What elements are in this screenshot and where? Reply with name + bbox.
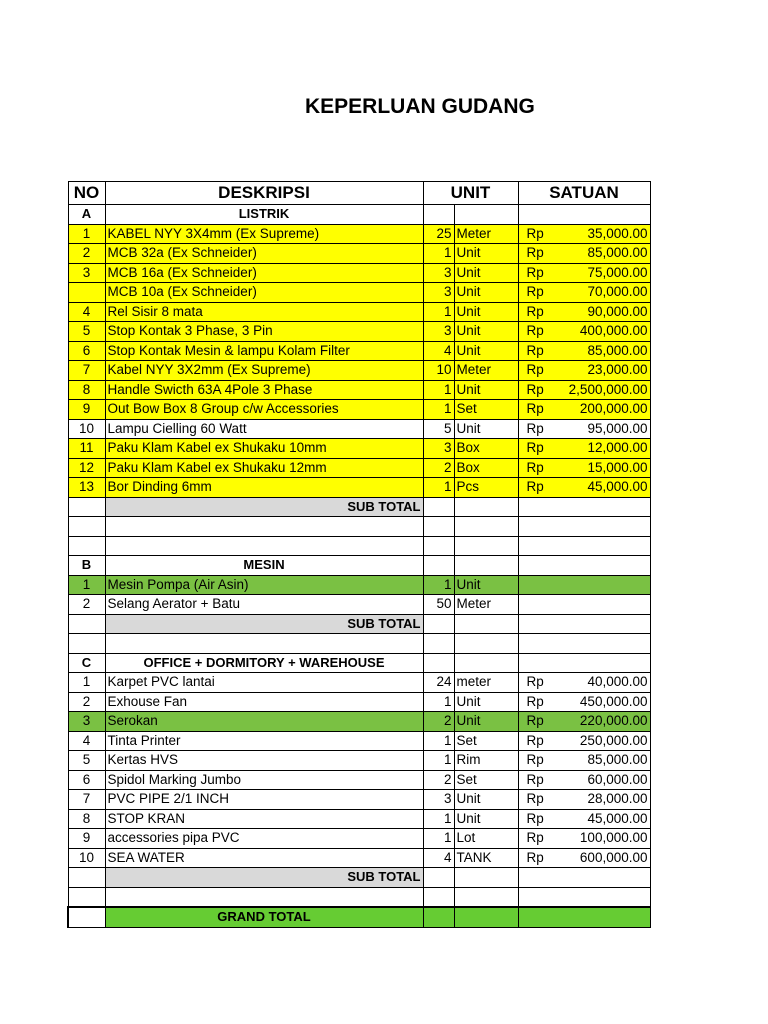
currency-label: Rp (526, 752, 544, 768)
subtotal-unit (454, 868, 518, 888)
currency-label: Rp (526, 362, 544, 378)
item-unit: Unit (454, 419, 518, 439)
table-row (68, 575, 650, 595)
empty-row (68, 536, 650, 556)
currency-label: Rp (526, 420, 544, 436)
item-no: 6 (68, 341, 105, 361)
empty-cell (68, 907, 105, 927)
subtotal-row (68, 868, 650, 888)
item-price (518, 458, 650, 478)
item-price (518, 731, 650, 751)
item-qty: 1 (423, 751, 454, 771)
item-price (518, 302, 650, 322)
item-unit: Unit (454, 380, 518, 400)
item-price (518, 595, 650, 615)
table-row (68, 263, 650, 283)
table-row (68, 712, 650, 732)
item-description: Paku Klam Kabel ex Shukaku 12mm (105, 458, 423, 478)
empty-cell (518, 653, 650, 673)
price-value: 12,000.00 (587, 440, 648, 456)
grand-total-label: GRAND TOTAL (105, 907, 423, 927)
currency-label: Rp (526, 323, 544, 339)
item-unit: Box (454, 439, 518, 459)
section-code: B (68, 556, 105, 576)
item-qty: 1 (423, 244, 454, 264)
item-no: 4 (68, 731, 105, 751)
item-price (518, 361, 650, 381)
price-value: 85,000.00 (587, 752, 648, 768)
price-value: 15,000.00 (587, 459, 648, 475)
table-row (68, 419, 650, 439)
price-value: 60,000.00 (587, 771, 648, 787)
table-row (68, 790, 650, 810)
table-row (68, 439, 650, 459)
section-code: C (68, 653, 105, 673)
grand-total-amount (518, 907, 650, 927)
item-description: accessories pipa PVC (105, 829, 423, 849)
item-unit: Unit (454, 575, 518, 595)
item-unit: Unit (454, 283, 518, 303)
item-qty: 3 (423, 263, 454, 283)
item-qty: 24 (423, 673, 454, 693)
item-price (518, 244, 650, 264)
item-price (518, 809, 650, 829)
table-row (68, 341, 650, 361)
table-row (68, 673, 650, 693)
section-name: OFFICE + DORMITORY + WAREHOUSE (105, 653, 423, 673)
currency-label: Rp (526, 674, 544, 690)
subtotal-label: SUB TOTAL (105, 868, 423, 888)
table-row (68, 692, 650, 712)
currency-label: Rp (526, 225, 544, 241)
item-qty: 1 (423, 692, 454, 712)
currency-label: Rp (526, 693, 544, 709)
empty-cell (105, 634, 423, 654)
currency-label: Rp (526, 732, 544, 748)
items-table (67, 181, 651, 928)
price-value: 40,000.00 (587, 674, 648, 690)
item-no: 5 (68, 322, 105, 342)
item-price (518, 419, 650, 439)
item-qty: 3 (423, 283, 454, 303)
empty-cell (454, 887, 518, 907)
empty-cell (68, 868, 105, 888)
table-row (68, 380, 650, 400)
currency-label: Rp (526, 401, 544, 417)
table-row (68, 770, 650, 790)
grand-total-qty (423, 907, 454, 927)
subtotal-label: SUB TOTAL (105, 614, 423, 634)
item-unit: Meter (454, 361, 518, 381)
item-description: Stop Kontak 3 Phase, 3 Pin (105, 322, 423, 342)
empty-row (68, 887, 650, 907)
item-unit: Unit (454, 302, 518, 322)
item-price (518, 439, 650, 459)
item-description: Kertas HVS (105, 751, 423, 771)
item-no: 12 (68, 458, 105, 478)
item-no: 11 (68, 439, 105, 459)
section-header-row (68, 653, 650, 673)
item-no: 4 (68, 302, 105, 322)
item-unit: Lot (454, 829, 518, 849)
item-no: 7 (68, 790, 105, 810)
empty-cell (518, 536, 650, 556)
item-qty: 1 (423, 380, 454, 400)
currency-label: Rp (526, 381, 544, 397)
empty-cell (423, 205, 454, 225)
price-value: 23,000.00 (587, 362, 648, 378)
table-row (68, 751, 650, 771)
item-price (518, 224, 650, 244)
item-price (518, 829, 650, 849)
empty-cell (68, 887, 105, 907)
empty-cell (423, 556, 454, 576)
item-price (518, 575, 650, 595)
currency-label: Rp (526, 849, 544, 865)
table-row (68, 361, 650, 381)
item-qty: 5 (423, 419, 454, 439)
empty-cell (423, 634, 454, 654)
page-title: KEPERLUAN GUDANG (305, 95, 535, 118)
price-value: 70,000.00 (587, 284, 648, 300)
table-row (68, 400, 650, 420)
item-description: Kabel NYY 3X2mm (Ex Supreme) (105, 361, 423, 381)
currency-label: Rp (526, 284, 544, 300)
price-value: 220,000.00 (579, 713, 648, 729)
price-value: 200,000.00 (579, 401, 648, 417)
item-description: Karpet PVC lantai (105, 673, 423, 693)
subtotal-row (68, 497, 650, 517)
subtotal-label: SUB TOTAL (105, 497, 423, 517)
item-qty: 4 (423, 848, 454, 868)
price-value: 45,000.00 (587, 479, 648, 495)
item-description: KABEL NYY 3X4mm (Ex Supreme) (105, 224, 423, 244)
item-no: 3 (68, 263, 105, 283)
item-price (518, 400, 650, 420)
item-description: Rel Sisir 8 mata (105, 302, 423, 322)
item-unit: Unit (454, 341, 518, 361)
section-name: LISTRIK (105, 205, 423, 225)
item-price (518, 790, 650, 810)
empty-cell (68, 536, 105, 556)
item-price (518, 673, 650, 693)
empty-cell (423, 653, 454, 673)
item-qty: 1 (423, 809, 454, 829)
item-price (518, 380, 650, 400)
item-price (518, 692, 650, 712)
item-unit: Set (454, 770, 518, 790)
item-description: MCB 32a (Ex Schneider) (105, 244, 423, 264)
price-value: 35,000.00 (587, 225, 648, 241)
item-qty: 1 (423, 478, 454, 498)
price-value: 85,000.00 (587, 245, 648, 261)
empty-cell (518, 205, 650, 225)
item-no: 8 (68, 380, 105, 400)
item-description: Serokan (105, 712, 423, 732)
item-qty: 2 (423, 712, 454, 732)
item-description: SEA WATER (105, 848, 423, 868)
empty-cell (454, 536, 518, 556)
item-qty: 50 (423, 595, 454, 615)
currency-label: Rp (526, 245, 544, 261)
item-no: 2 (68, 692, 105, 712)
item-unit: Meter (454, 224, 518, 244)
price-value: 2,500,000.00 (568, 381, 648, 397)
item-price (518, 751, 650, 771)
item-unit: Box (454, 458, 518, 478)
currency-label: Rp (526, 810, 544, 826)
grand-total-row (68, 907, 650, 927)
price-value: 45,000.00 (587, 810, 648, 826)
subtotal-unit (454, 614, 518, 634)
item-no: 1 (68, 575, 105, 595)
item-description: Handle Swicth 63A 4Pole 3 Phase (105, 380, 423, 400)
empty-cell (454, 205, 518, 225)
item-unit: Pcs (454, 478, 518, 498)
item-no: 2 (68, 244, 105, 264)
item-description: Tinta Printer (105, 731, 423, 751)
empty-cell (68, 634, 105, 654)
item-no: 6 (68, 770, 105, 790)
currency-label: Rp (526, 479, 544, 495)
item-description: Exhouse Fan (105, 692, 423, 712)
empty-cell (423, 517, 454, 537)
currency-label: Rp (526, 342, 544, 358)
price-value: 250,000.00 (579, 732, 648, 748)
table-row (68, 244, 650, 264)
empty-cell (454, 634, 518, 654)
item-unit: Unit (454, 322, 518, 342)
empty-cell (105, 536, 423, 556)
subtotal-qty (423, 868, 454, 888)
price-value: 75,000.00 (587, 264, 648, 280)
table-row (68, 224, 650, 244)
header-row (68, 182, 650, 205)
table-row (68, 731, 650, 751)
item-description: Mesin Pompa (Air Asin) (105, 575, 423, 595)
item-no: 9 (68, 400, 105, 420)
item-qty: 1 (423, 575, 454, 595)
currency-label: Rp (526, 264, 544, 280)
header-satuan: SATUAN (518, 182, 650, 205)
subtotal-amount (518, 497, 650, 517)
item-description: Selang Aerator + Batu (105, 595, 423, 615)
item-no: 3 (68, 712, 105, 732)
item-no: 1 (68, 224, 105, 244)
empty-cell (68, 497, 105, 517)
empty-cell (518, 634, 650, 654)
item-no: 1 (68, 673, 105, 693)
item-qty: 25 (423, 224, 454, 244)
table-row (68, 302, 650, 322)
item-qty: 10 (423, 361, 454, 381)
currency-label: Rp (526, 771, 544, 787)
section-code: A (68, 205, 105, 225)
item-price (518, 341, 650, 361)
item-description: Stop Kontak Mesin & lampu Kolam Filter (105, 341, 423, 361)
item-unit: Set (454, 400, 518, 420)
subtotal-amount (518, 868, 650, 888)
subtotal-amount (518, 614, 650, 634)
table-row (68, 595, 650, 615)
item-qty: 3 (423, 322, 454, 342)
item-no: 5 (68, 751, 105, 771)
empty-cell (105, 517, 423, 537)
item-unit: TANK (454, 848, 518, 868)
item-no: 8 (68, 809, 105, 829)
currency-label: Rp (526, 440, 544, 456)
grand-total-unit (454, 907, 518, 927)
table-row (68, 283, 650, 303)
price-value: 100,000.00 (579, 830, 648, 846)
empty-cell (423, 536, 454, 556)
item-qty: 4 (423, 341, 454, 361)
table-row (68, 848, 650, 868)
price-value: 95,000.00 (587, 420, 648, 436)
currency-label: Rp (526, 303, 544, 319)
header-unit: UNIT (423, 182, 518, 205)
item-description: PVC PIPE 2/1 INCH (105, 790, 423, 810)
empty-cell (423, 887, 454, 907)
item-unit: Unit (454, 244, 518, 264)
price-value: 90,000.00 (587, 303, 648, 319)
item-price (518, 712, 650, 732)
price-value: 600,000.00 (579, 849, 648, 865)
item-unit: Unit (454, 712, 518, 732)
item-qty: 1 (423, 731, 454, 751)
subtotal-unit (454, 497, 518, 517)
table-row (68, 809, 650, 829)
item-unit: Unit (454, 263, 518, 283)
empty-cell (518, 556, 650, 576)
empty-row (68, 517, 650, 537)
empty-cell (454, 517, 518, 537)
empty-cell (518, 517, 650, 537)
item-qty: 3 (423, 439, 454, 459)
table-row (68, 829, 650, 849)
subtotal-qty (423, 614, 454, 634)
item-unit: meter (454, 673, 518, 693)
table-row (68, 322, 650, 342)
item-price (518, 263, 650, 283)
header-no: NO (68, 182, 105, 205)
currency-label: Rp (526, 459, 544, 475)
item-unit: Set (454, 731, 518, 751)
price-value: 450,000.00 (579, 693, 648, 709)
item-qty: 1 (423, 829, 454, 849)
empty-cell (68, 614, 105, 634)
item-qty: 3 (423, 790, 454, 810)
subtotal-row (68, 614, 650, 634)
item-description: Bor Dinding 6mm (105, 478, 423, 498)
item-description: STOP KRAN (105, 809, 423, 829)
item-price (518, 478, 650, 498)
item-description: Paku Klam Kabel ex Shukaku 10mm (105, 439, 423, 459)
item-description: MCB 16a (Ex Schneider) (105, 263, 423, 283)
item-description: Lampu Cielling 60 Watt (105, 419, 423, 439)
item-price (518, 322, 650, 342)
price-value: 85,000.00 (587, 342, 648, 358)
item-price (518, 848, 650, 868)
item-qty: 1 (423, 302, 454, 322)
item-description: Spidol Marking Jumbo (105, 770, 423, 790)
item-unit: Unit (454, 809, 518, 829)
item-qty: 1 (423, 400, 454, 420)
item-no: 7 (68, 361, 105, 381)
header-deskripsi: DESKRIPSI (105, 182, 423, 205)
item-unit: Rim (454, 751, 518, 771)
section-header-row (68, 205, 650, 225)
item-qty: 2 (423, 770, 454, 790)
section-name: MESIN (105, 556, 423, 576)
empty-cell (454, 556, 518, 576)
item-price (518, 770, 650, 790)
item-no: 2 (68, 595, 105, 615)
item-description: Out Bow Box 8 Group c/w Accessories (105, 400, 423, 420)
price-value: 28,000.00 (587, 791, 648, 807)
empty-cell (518, 887, 650, 907)
item-qty: 2 (423, 458, 454, 478)
table-body (68, 182, 650, 928)
item-no: 10 (68, 848, 105, 868)
item-no (68, 283, 105, 303)
subtotal-qty (423, 497, 454, 517)
table-row (68, 458, 650, 478)
empty-cell (454, 653, 518, 673)
empty-cell (68, 517, 105, 537)
currency-label: Rp (526, 713, 544, 729)
currency-label: Rp (526, 830, 544, 846)
item-no: 9 (68, 829, 105, 849)
table-row (68, 478, 650, 498)
empty-row (68, 634, 650, 654)
price-value: 400,000.00 (579, 323, 648, 339)
item-unit: Meter (454, 595, 518, 615)
currency-label: Rp (526, 791, 544, 807)
item-no: 10 (68, 419, 105, 439)
item-unit: Unit (454, 692, 518, 712)
item-no: 13 (68, 478, 105, 498)
section-header-row (68, 556, 650, 576)
item-description: MCB 10a (Ex Schneider) (105, 283, 423, 303)
item-unit: Unit (454, 790, 518, 810)
item-price (518, 283, 650, 303)
empty-cell (105, 887, 423, 907)
